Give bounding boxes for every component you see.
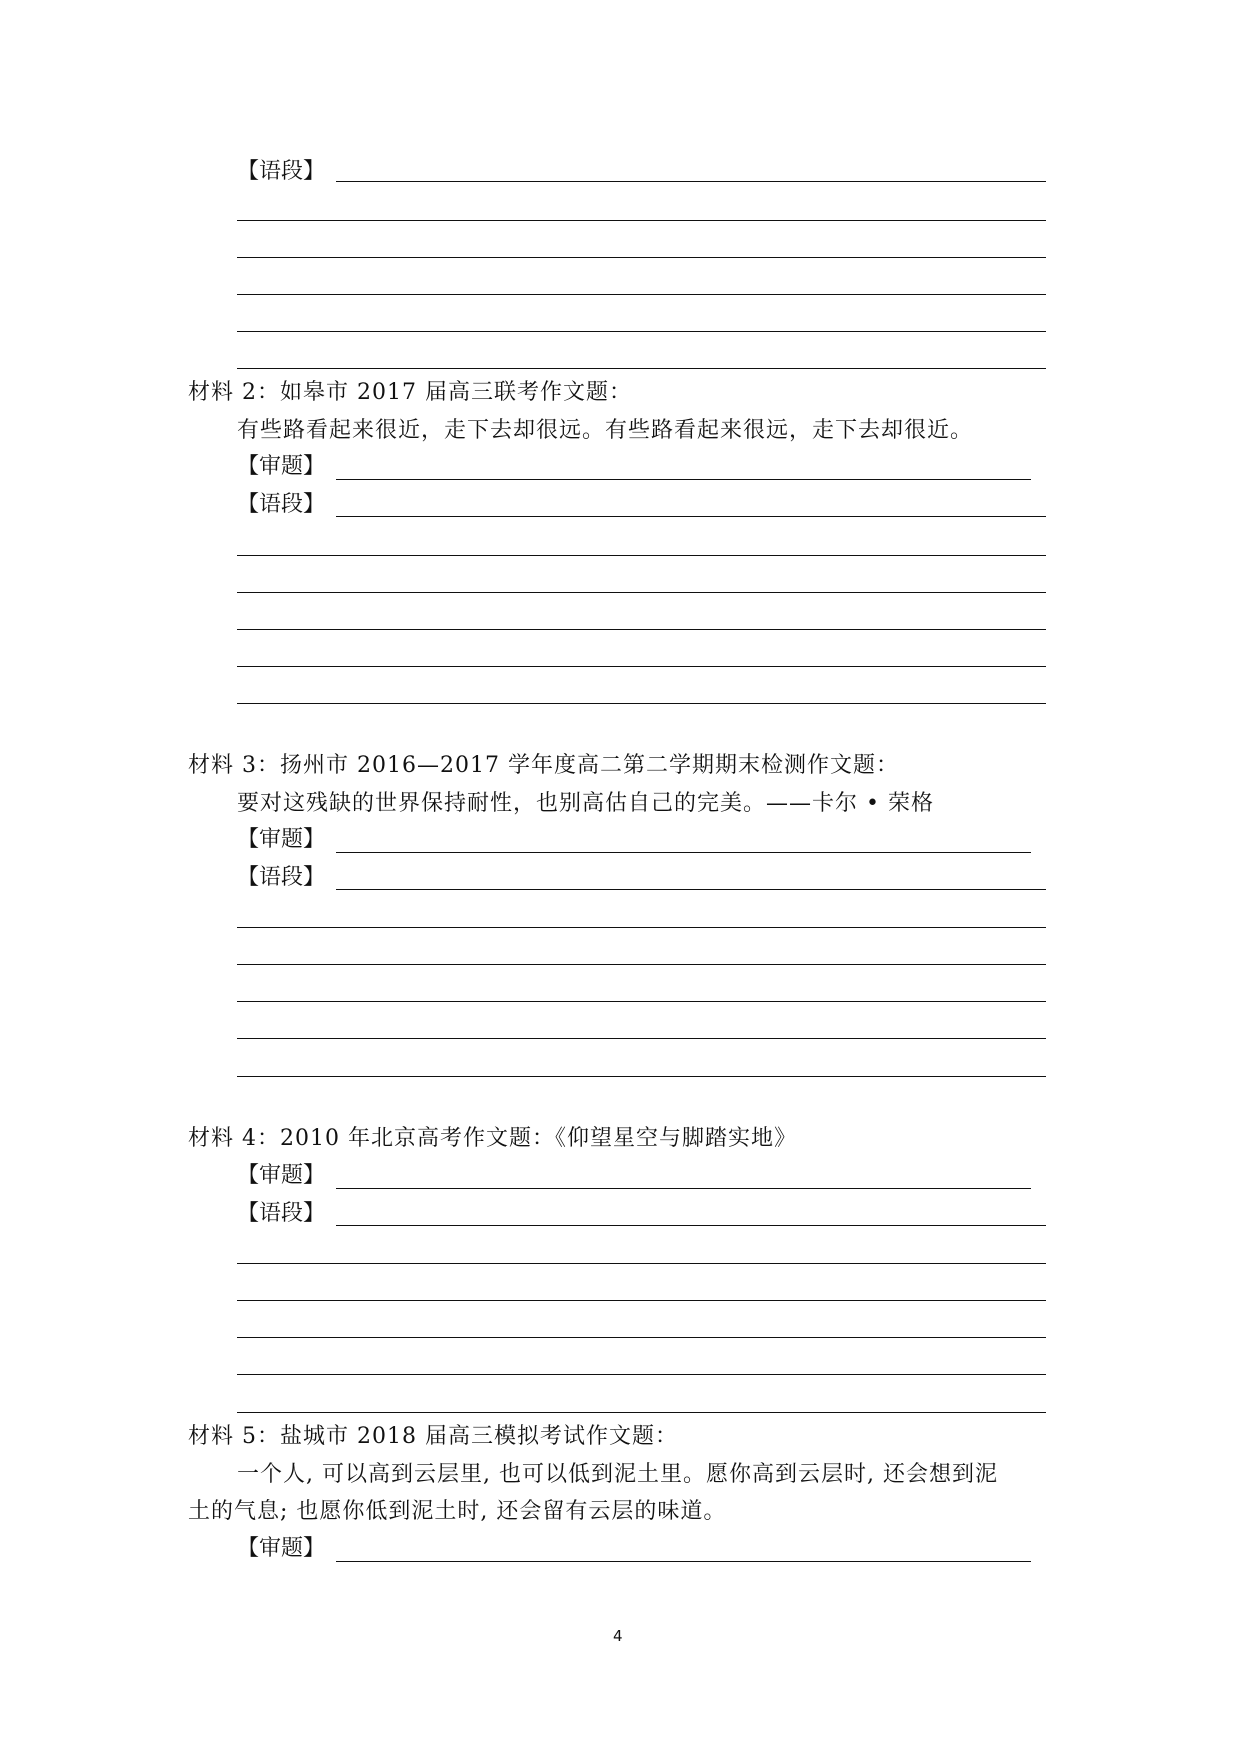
shenti-label: 【审题】	[237, 1536, 326, 1561]
material-heading: 材料 4：2010 年北京高考作文题：《仰望星空与脚踏实地》	[188, 1126, 797, 1151]
material-heading: 材料 3：扬州市 2016—2017 学年度高二第二学期期末检测作文题：	[188, 753, 899, 778]
answer-line[interactable]	[237, 220, 1046, 221]
answer-line[interactable]	[336, 889, 1046, 890]
answer-line[interactable]	[237, 1337, 1046, 1338]
answer-line[interactable]	[237, 294, 1046, 295]
material-prompt: 一个人, 可以高到云层里, 也可以低到泥土里。愿你高到云层时, 还会想到泥	[237, 1462, 998, 1487]
page-number: 4	[613, 1627, 623, 1645]
answer-line[interactable]	[237, 1001, 1046, 1002]
shenti-label: 【审题】	[237, 454, 326, 479]
yuduan-label: 【语段】	[237, 492, 326, 517]
answer-line[interactable]	[237, 592, 1046, 593]
answer-line[interactable]	[336, 1561, 1031, 1562]
answer-line[interactable]	[237, 331, 1046, 332]
answer-line[interactable]	[237, 1374, 1046, 1375]
material-heading: 材料 5：盐城市 2018 届高三模拟考试作文题：	[188, 1424, 678, 1449]
answer-line[interactable]	[336, 479, 1031, 480]
answer-line[interactable]	[237, 1038, 1046, 1039]
material-prompt: 有些路看起来很近，走下去却很远。有些路看起来很远，走下去却很近。	[237, 418, 974, 443]
material-prompt: 要对这残缺的世界保持耐性，也别高估自己的完美。——卡尔 • 荣格	[237, 791, 934, 816]
answer-line[interactable]	[237, 629, 1046, 630]
answer-line[interactable]	[237, 703, 1046, 704]
answer-line[interactable]	[237, 1412, 1046, 1413]
material-heading: 材料 2：如皋市 2017 届高三联考作文题：	[188, 380, 632, 405]
shenti-label: 【审题】	[237, 1163, 326, 1188]
answer-line[interactable]	[237, 666, 1046, 667]
answer-line[interactable]	[336, 181, 1046, 182]
answer-line[interactable]	[336, 1188, 1031, 1189]
answer-line[interactable]	[336, 1225, 1046, 1226]
answer-line[interactable]	[336, 852, 1031, 853]
answer-line[interactable]	[237, 1076, 1046, 1077]
yuduan-label: 【语段】	[237, 159, 326, 184]
answer-line[interactable]	[237, 964, 1046, 965]
yuduan-label: 【语段】	[237, 865, 326, 890]
answer-line[interactable]	[237, 1300, 1046, 1301]
yuduan-label: 【语段】	[237, 1201, 326, 1226]
answer-line[interactable]	[237, 257, 1046, 258]
shenti-label: 【审题】	[237, 827, 326, 852]
answer-line[interactable]	[237, 1263, 1046, 1264]
answer-line[interactable]	[237, 368, 1046, 369]
answer-line[interactable]	[336, 516, 1046, 517]
answer-line[interactable]	[237, 555, 1046, 556]
answer-line[interactable]	[237, 927, 1046, 928]
material-prompt: 土的气息; 也愿你低到泥土时, 还会留有云层的味道。	[188, 1499, 727, 1524]
